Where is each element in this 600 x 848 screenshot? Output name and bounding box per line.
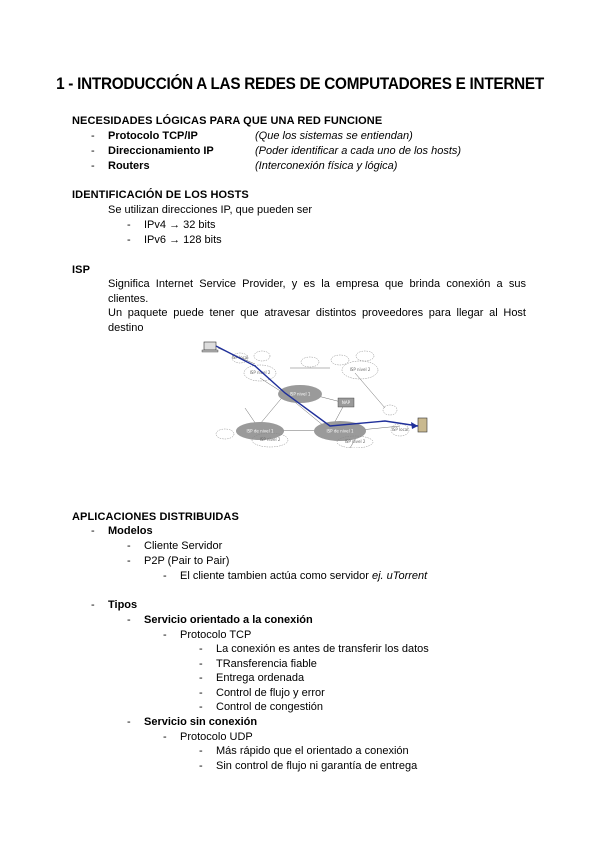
list-item-label: Protocolo TCP/IP [108, 130, 198, 142]
p2p-note [180, 570, 427, 582]
list-item-label: Direccionamiento IP [108, 145, 214, 157]
tcp-label: Protocolo TCP [180, 629, 252, 641]
isp-local-node [331, 355, 349, 365]
list-bullet: - [91, 130, 95, 142]
isp-network-diagram [200, 338, 440, 448]
list-bullet: - [199, 760, 203, 772]
orientado-label: Servicio orientado a la conexión [144, 614, 313, 626]
computer-icon [202, 350, 218, 352]
list-item-note: (Que los sistemas se entiendan) [255, 130, 413, 142]
list-item-label: Routers [108, 160, 150, 172]
isp-local-node [216, 429, 234, 439]
list-bullet: - [163, 731, 167, 743]
list-item: P2P (Pair to Pair) [144, 555, 230, 567]
list-item: Más rápido que el orientado a conexión [216, 745, 409, 757]
list-bullet: - [163, 570, 167, 582]
diagram-label: ISP de nivel 1 [246, 428, 274, 434]
modelos-label: Modelos [108, 525, 153, 537]
section-heading-aplicaciones: APLICACIONES DISTRIBUIDAS [72, 511, 239, 523]
list-bullet: - [199, 745, 203, 757]
list-item-note: (Poder identificar a cada uno de los hosts) [255, 145, 462, 157]
isp-paragraph-2: Un paquete puede tener que atravesar distintos proveedores para llegar al Host destino [108, 307, 526, 334]
list-item: TRansferencia fiable [216, 658, 317, 670]
list-bullet: - [91, 525, 95, 537]
section-heading-isp: ISP [72, 264, 91, 276]
diagram-label: ISP nivel 2 [259, 437, 281, 442]
isp-local-node [254, 351, 270, 361]
list-bullet: - [127, 540, 131, 552]
tipos-label: Tipos [108, 599, 138, 611]
diagram-label: ISP nivel 2 [349, 367, 371, 372]
list-item: IPv6 → 128 bits [144, 234, 222, 246]
list-bullet: - [199, 701, 203, 713]
isp-local-node [383, 405, 397, 415]
list-bullet: - [91, 599, 95, 611]
udp-label: Protocolo UDP [180, 731, 253, 743]
list-item-note: (Interconexión física y lógica) [255, 160, 398, 172]
diagram-label: NAP [341, 400, 351, 405]
isp-local-node [301, 357, 319, 367]
list-item: Control de flujo y error [216, 687, 325, 699]
diagram-label: ISP nivel 2 [344, 439, 366, 444]
diagram-label: ISP local [391, 427, 409, 432]
list-item: Control de congestión [216, 701, 324, 713]
p2p-note-example: ej. uTorrent [371, 570, 428, 582]
computer-icon [204, 342, 216, 350]
arrow-head-icon [411, 422, 418, 429]
list-item: Entrega ordenada [216, 672, 305, 684]
list-bullet: - [127, 234, 131, 246]
diagram-label: ISP nivel 2 [249, 370, 271, 375]
sin-conexion-label: Servicio sin conexión [144, 716, 258, 728]
section-heading-identificacion: IDENTIFICACIÓN DE LOS HOSTS [72, 189, 249, 201]
identificacion-intro: Se utilizan direcciones IP, que pueden ser [108, 204, 313, 216]
list-bullet: - [199, 643, 203, 655]
list-bullet: - [199, 672, 203, 684]
list-item: La conexión es antes de transferir los datos [216, 643, 429, 655]
list-item: IPv4 → 32 bits [144, 219, 216, 231]
p2p-note-text: El cliente tambien actúa como servidor [180, 570, 372, 582]
list-bullet: - [127, 555, 131, 567]
page-title: 1 - INTRODUCCIÓN A LAS REDES DE COMPUTADORES E INTERNET [56, 74, 544, 93]
section-heading-necesidades: NECESIDADES LÓGICAS PARA QUE UNA RED FUNCIONE [72, 115, 383, 127]
list-bullet: - [199, 687, 203, 699]
server-icon [418, 418, 427, 432]
list-bullet: - [199, 658, 203, 670]
list-bullet: - [127, 716, 131, 728]
isp-local-node [356, 351, 374, 361]
list-bullet: - [91, 145, 95, 157]
list-bullet: - [127, 614, 131, 626]
list-bullet: - [91, 160, 95, 172]
diagram-label: ISP local [231, 355, 249, 360]
isp-paragraph-1: Significa Internet Service Provider, y es la empresa que brinda conexión a sus clientes. [108, 278, 526, 305]
list-item: Cliente Servidor [144, 540, 223, 552]
list-item: Sin control de flujo ni garantía de entrega [216, 760, 418, 772]
list-bullet: - [127, 219, 131, 231]
diagram-label: ISP nivel 1 [289, 391, 311, 397]
list-bullet: - [163, 629, 167, 641]
diagram-label: ISP de nivel 1 [326, 428, 354, 434]
